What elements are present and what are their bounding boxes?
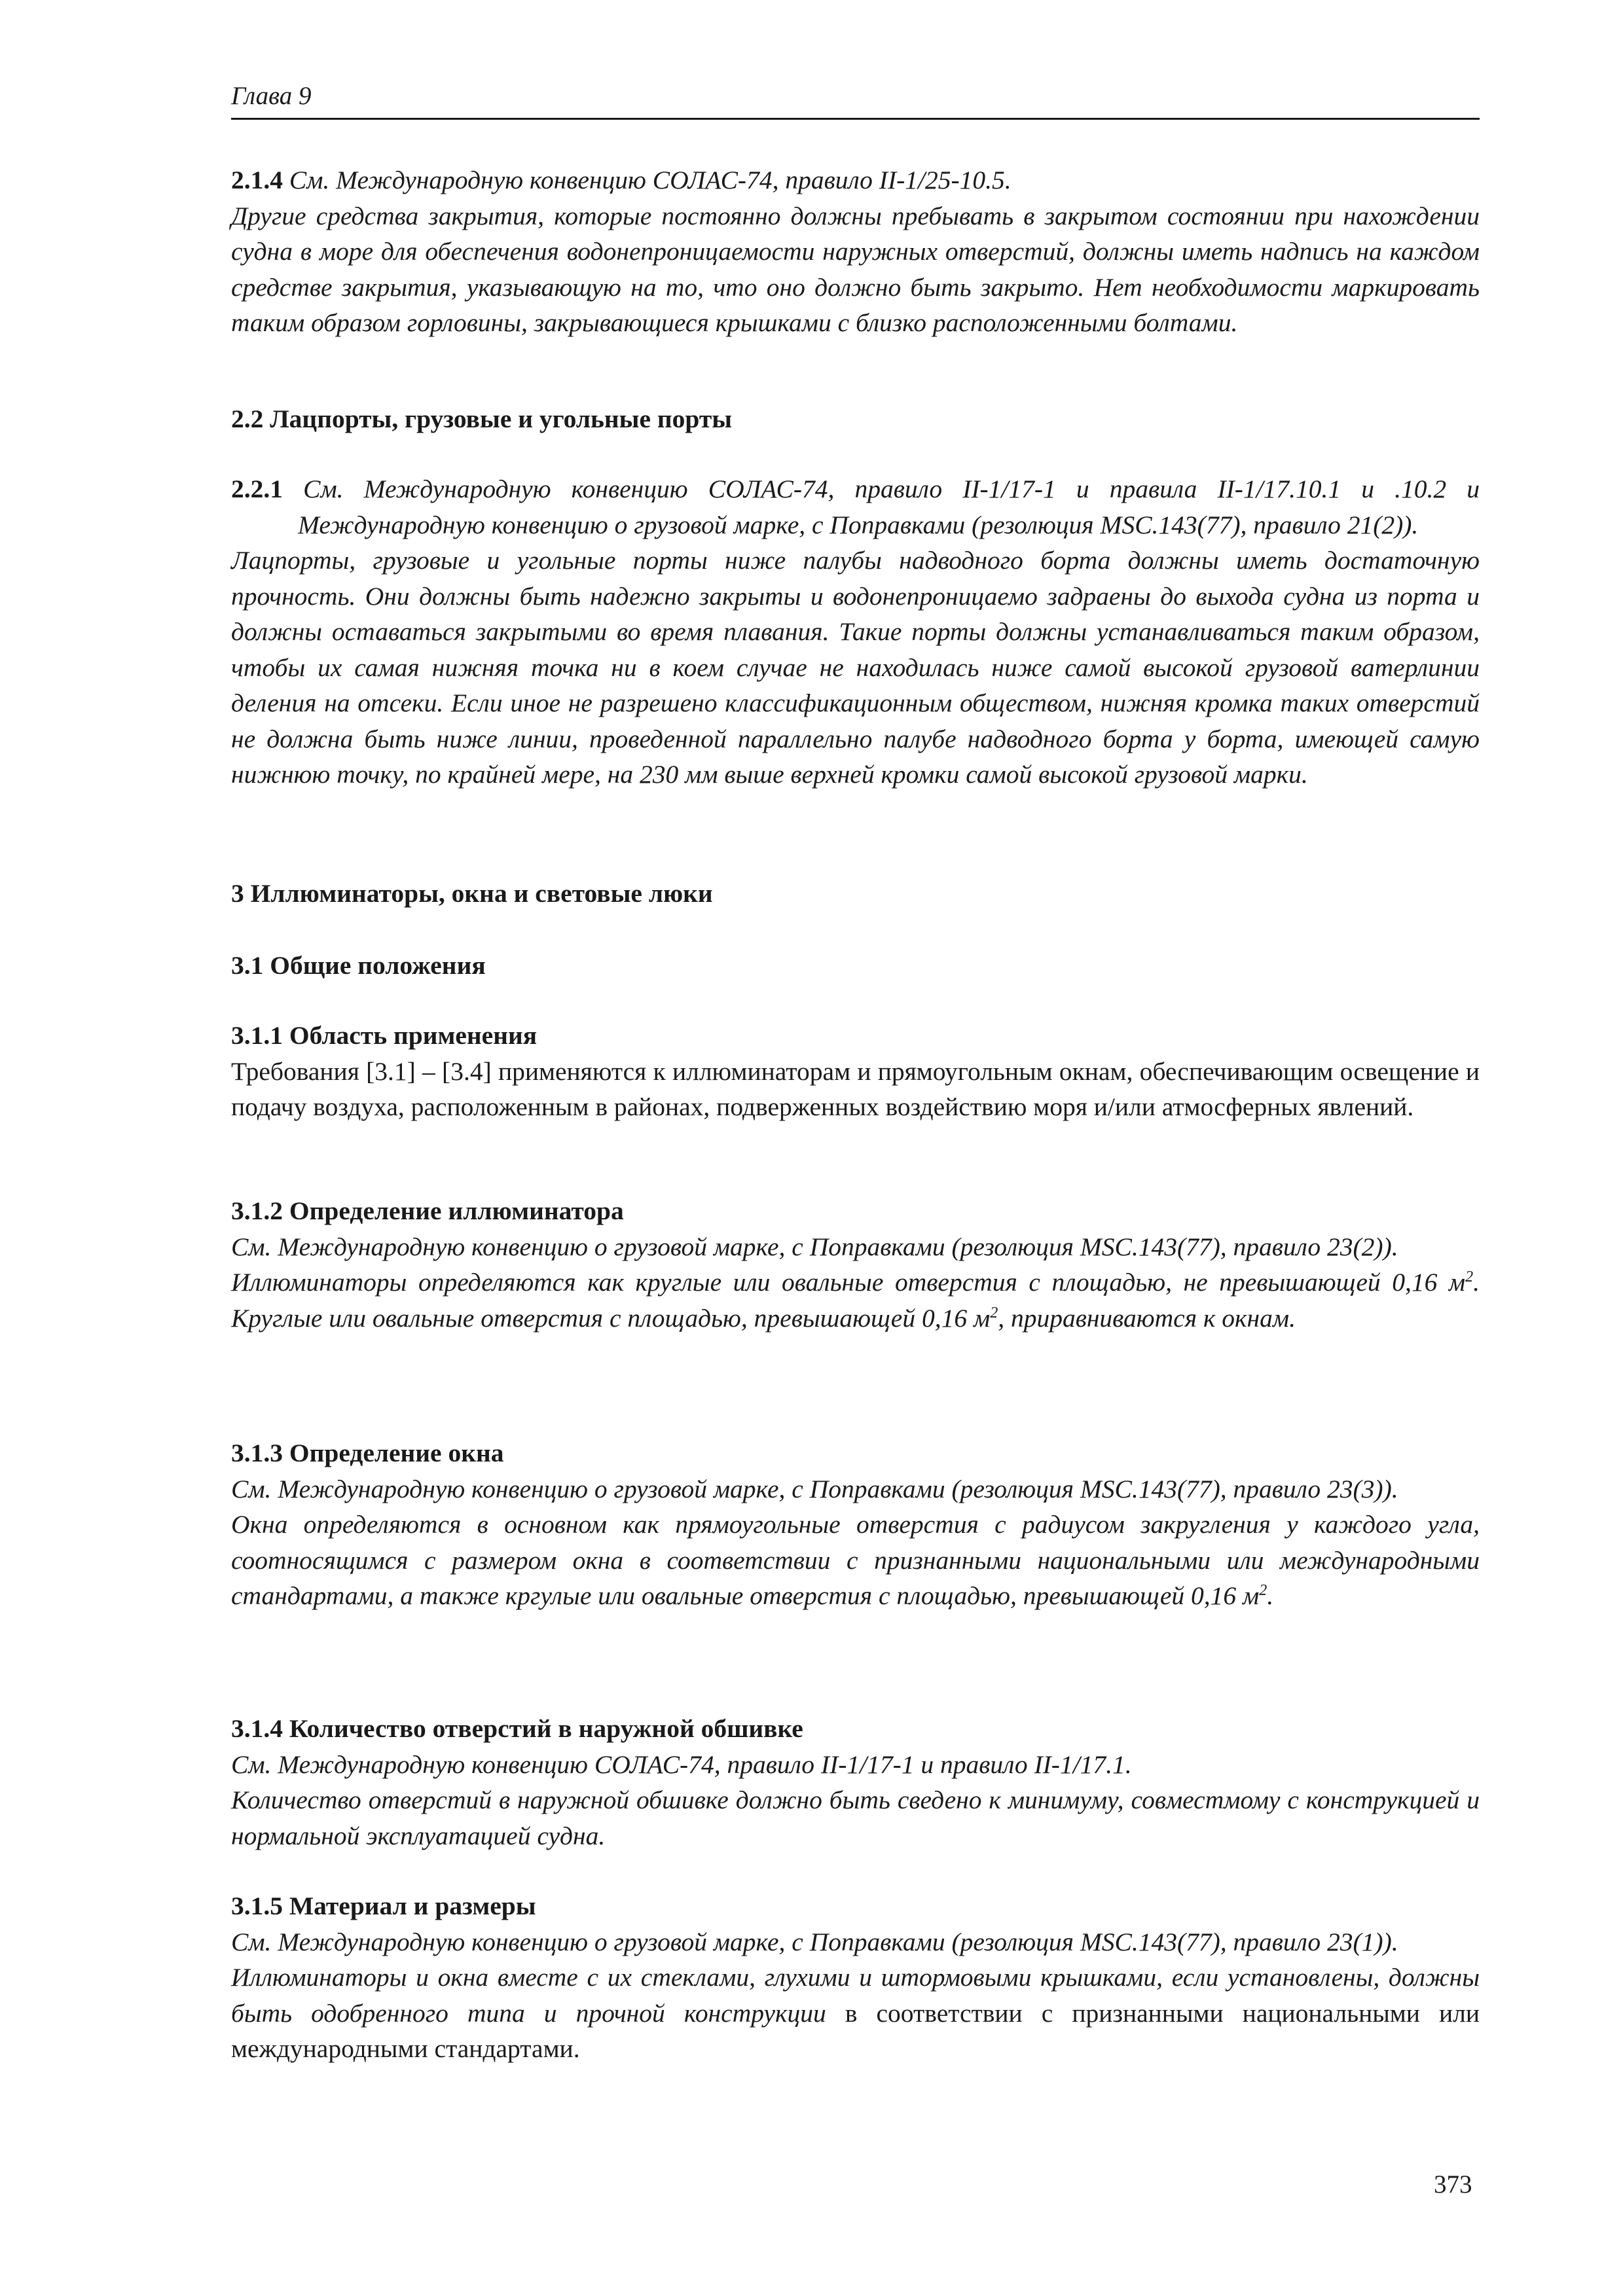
chapter-label: Глава 9 [231, 82, 312, 110]
paragraph: Лацпорты, грузовые и угольные порты ниже палубы надводного борта должны иметь достаточную прочность. Они должны быть надежно закрыты и водонепроницаемо задраены до выхода судна из порта и должны оставаться закрытыми во время плавания. Такие порты должны устанавливаться таким образом, чтобы их самая нижняя точка ни в коем случае не находилась ниже самой высокой грузовой ватерлинии деления на отсеки. Если иное не разрешено классификационным обществом, нижняя кромка таких отверстий не должна быть ниже линии, проведенной параллельно палубе надводного борта у борта, имеющей самую нижнюю точку, по крайней мере, на 230 мм выше верхней кромки самой высокой грузовой марки. [231, 546, 1480, 789]
section-heading: 3.1 Общие положения [231, 951, 486, 980]
chapter-heading: 3 Иллюминаторы, окна и световые люки [231, 879, 713, 908]
section-3-1-5 [231, 1888, 1480, 2067]
paragraph: Окна определяются в основном как прямоугольные отверстия с радиусом закругления у каждого угла, соотносящимся с размером окна в соответствии с признанными национальными или международными стандартами, а также кргулые или овальные отверстия с площадью, превышающей 0,16 $м^2$. [231, 1510, 1480, 1610]
reference: См. Международную конвенцию СОЛАС-74, правило II-1/17-1 и правила II-1/17.10.1 и .10.2 и Международную конвенцию о грузовой марке, с Поправками (резолюция MSC.143(77), правило 21(2)). [283, 475, 1480, 539]
section-number: 2.1.4 [231, 166, 283, 194]
reference: См. Международную конвенцию СОЛАС-74, правило II-1/17-1 и правило II-1/17.1. [231, 1749, 1132, 1779]
paragraph: Иллюминаторы определяются как круглые или овальные отверстия с площадью, не превышающей 0,16 $м^2$. Круглые или овальные отверстия с площадью, превышающей 0,16 $м^2$, приравниваются к окнам. [231, 1268, 1480, 1333]
reference: См. Международную конвенцию о грузовой марке, с Поправками (резолюция MSC.143(77), правило 23(1)). [231, 1927, 1398, 1956]
paragraph: Количество отверстий в наружной обшивке должно быть сведено к минимуму, совместмому с конструкцией и нормальной эксплуатацией судна. [231, 1785, 1480, 1850]
paragraph: Другие средства закрытия, которые постоянно должны пребывать в закрытом состоянии при нахождении судна в море для обеспечения водонепроницаемости наружных отверстий, должны иметь надпись на каждом средстве закрытия, указывающую на то, что оно должно быть закрыто. Нет необходимости маркировать таким образом горловины, закрывающиеся крышками с близко расположенными болтами. [231, 201, 1480, 337]
section-3-1 [231, 948, 1480, 984]
section-2-2 [231, 401, 1480, 437]
section-3-1-3 [231, 1435, 1480, 1614]
reference: См. Международную конвенцию о грузовой марке, с Поправками (резолюция MSC.143(77), правило 23(2)). [231, 1232, 1398, 1261]
section-heading: 3.1.4 Количество отверстий в наружной обшивке [231, 1714, 803, 1743]
section-heading: 2.2 Лацпорты, грузовые и угольные порты [231, 404, 733, 433]
reference: См. Международную конвенцию СОЛАС-74, правило II-1/25-10.5. [283, 166, 1012, 194]
section-3-1-1 [231, 1018, 1480, 1125]
section-2-2-1 [231, 471, 1480, 793]
paragraph: Иллюминаторы и окна вместе с их стеклами, глухими и штормовыми крышками, если установлены, должны быть одобренного типа и прочной конструкции в соответствии с признанными национальными или международными стандартами. [231, 1963, 1480, 2063]
section-2-1-4 [231, 162, 1480, 341]
section-heading: 3.1.2 Определение иллюминатора [231, 1196, 624, 1225]
page-number: 373 [1434, 2170, 1472, 2198]
section-number: 2.2.1 [231, 475, 283, 503]
reference: См. Международную конвенцию о грузовой марке, с Поправками (резолюция MSC.143(77), правило 23(3)). [231, 1474, 1398, 1503]
section-3-1-4 [231, 1711, 1480, 1854]
section-heading: 3.1.3 Определение окна [231, 1439, 504, 1467]
section-heading: 3.1.5 Материал и размеры [231, 1892, 536, 1920]
section-3 [231, 876, 1480, 912]
running-header [231, 77, 1480, 120]
paragraph: Требования [3.1] – [3.4] применяются к иллюминаторам и прямоугольным окнам, обеспечивающим освещение и подачу воздуха, расположенным в районах, подверженных воздействию моря и/или атмосферных явлений. [231, 1056, 1480, 1121]
section-heading: 3.1.1 Область применения [231, 1021, 538, 1050]
section-3-1-2 [231, 1193, 1480, 1336]
